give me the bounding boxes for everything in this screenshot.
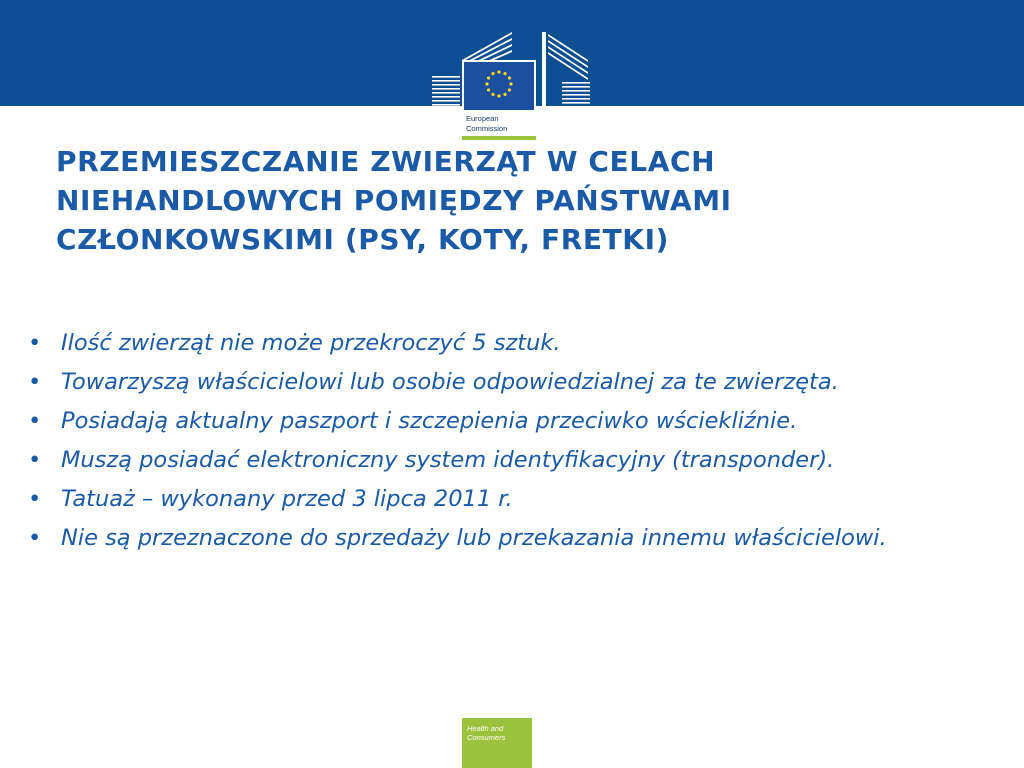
- bullet-dot-icon: •: [28, 525, 42, 551]
- bullet-item: [28, 443, 1008, 478]
- building-right-stripes: [542, 32, 590, 108]
- bullet-dot-icon: •: [28, 330, 42, 356]
- bullet-dot-icon: •: [28, 447, 42, 473]
- svg-text:European: European: [466, 114, 499, 123]
- bullet-text: Ilość zwierząt nie może przekroczyć 5 sztuk.: [61, 330, 561, 356]
- bullet-text: Nie są przeznaczone do sprzedaży lub przekazania innemu właścicielowi.: [61, 525, 887, 551]
- bullet-text: Towarzyszą właścicielowi lub osobie odpowiedzialnej za te zwierzęta.: [61, 369, 839, 395]
- slide-title: PRZEMIESZCZANIE ZWIERZĄT W CELACH NIEHANDLOWYCH POMIĘDZY PAŃSTWAMI CZŁONKOWSKIMI (PSY, KOTY, FRETKI): [56, 145, 732, 256]
- bullet-list: [28, 326, 1008, 560]
- bullet-item: [28, 365, 1008, 400]
- eu-flag: [464, 62, 534, 110]
- bullet-item: [28, 404, 1008, 439]
- bullet-text: Tatuaż – wykonany przed 3 lipca 2011 r.: [61, 486, 513, 512]
- bullet-text: Posiadają aktualny paszport i szczepienia przeciwko wściekliźnie.: [61, 408, 798, 434]
- bullet-item: [28, 326, 1008, 361]
- badge-text: Health and Consumers: [467, 724, 506, 742]
- bullet-item: [28, 521, 1008, 556]
- logo-green-bar: [462, 136, 536, 140]
- bullet-text: Muszą posiadać elektroniczny system identyfikacyjny (transponder).: [61, 447, 835, 473]
- bullet-item: [28, 482, 1008, 517]
- svg-text:Commission: Commission: [466, 124, 508, 133]
- health-and-consumers-badge: [462, 718, 532, 768]
- bullet-dot-icon: •: [28, 486, 42, 512]
- bullet-dot-icon: •: [28, 369, 42, 395]
- european-commission-logo-icon: [428, 30, 594, 142]
- bullet-dot-icon: •: [28, 408, 42, 434]
